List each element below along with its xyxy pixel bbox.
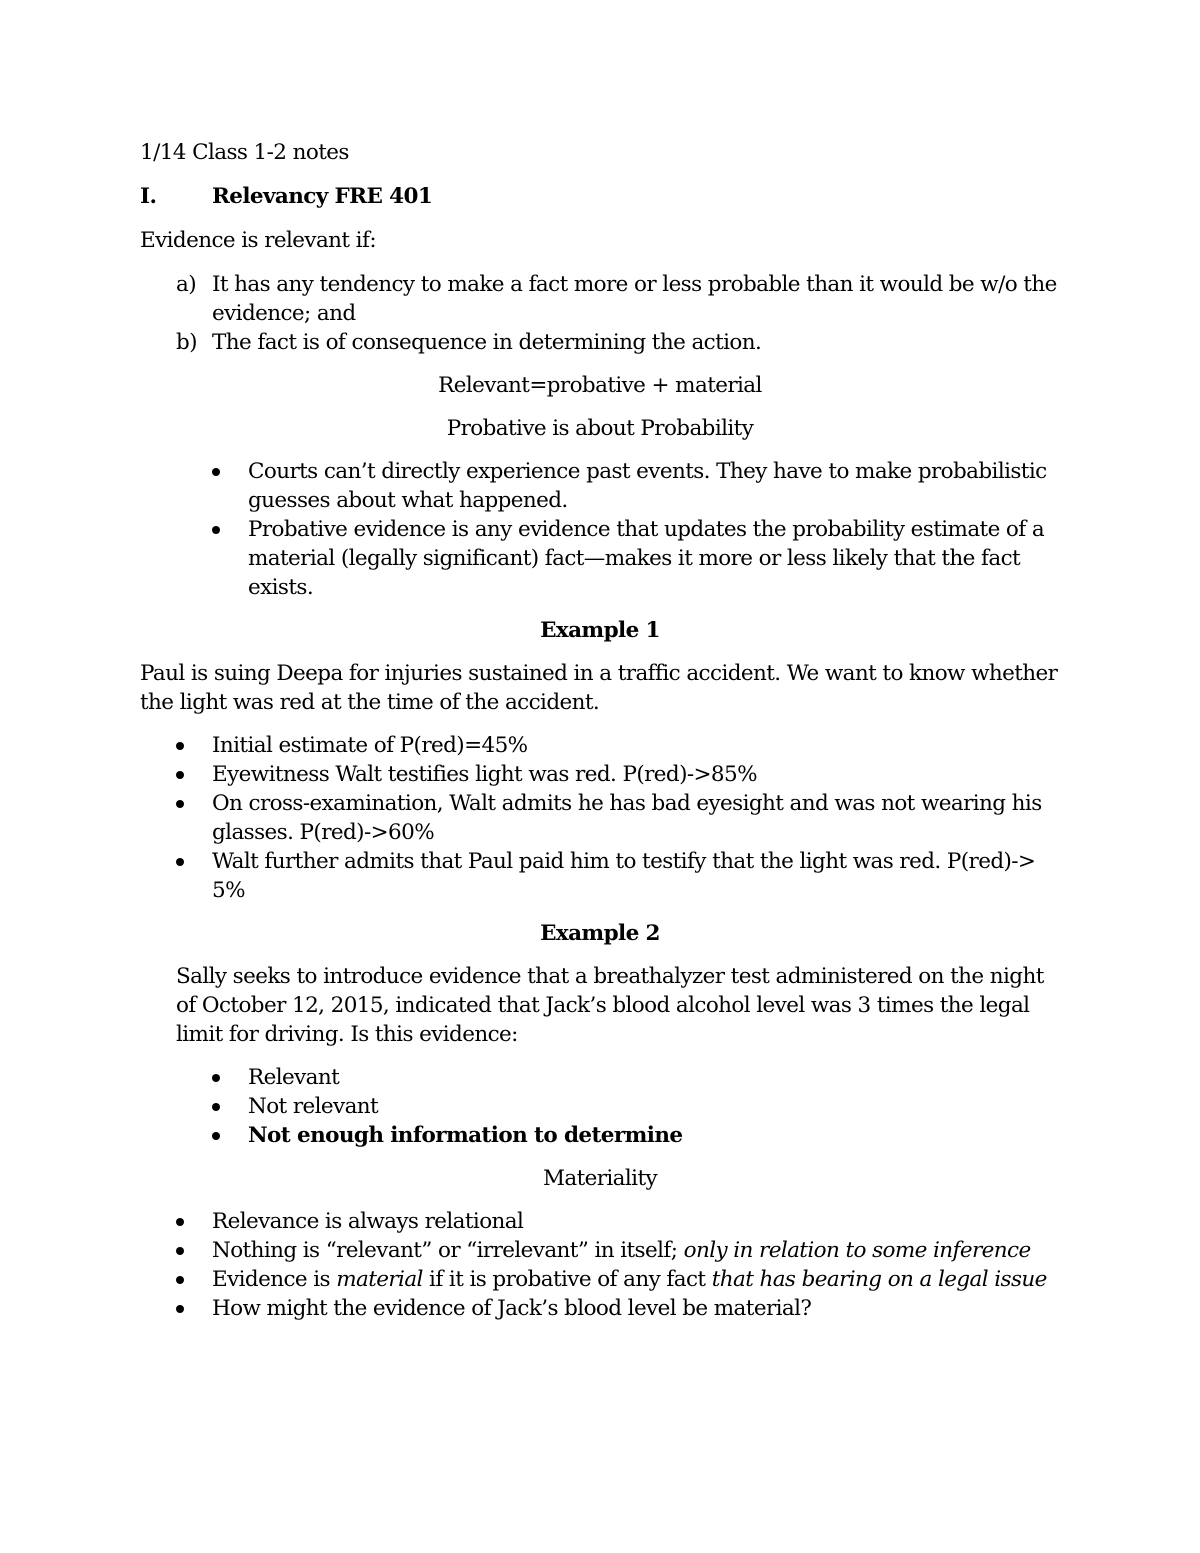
criteria-item	[140, 270, 1060, 328]
list-item	[140, 1207, 1060, 1236]
example2-text: Sally seeks to introduce evidence that a breathalyzer test administered on the night of October 12, 2015, indicated that Jack’s blood alcohol level was 3 times the legal limit for driving. Is this evidence:	[176, 964, 1044, 1047]
list-item	[140, 1236, 1060, 1265]
list-item-text: How might the evidence of Jack’s blood level be material?	[212, 1296, 812, 1321]
example1-title: Example 1	[540, 618, 660, 643]
section-heading	[140, 182, 1060, 211]
probative-heading: Probative is about Probability	[446, 416, 754, 441]
italic-run: only in relation to some inference	[683, 1238, 1031, 1263]
section-title: Relevancy FRE 401	[212, 184, 433, 209]
criteria-text: It has any tendency to make a fact more or less probable than it would be w/o the evidence; and	[212, 272, 1057, 326]
criteria-item	[140, 328, 1060, 357]
list-item	[140, 847, 1060, 905]
probative-list	[140, 457, 1060, 602]
bullet-icon	[140, 731, 212, 760]
italic-run: material	[336, 1267, 423, 1292]
list-item	[140, 1294, 1060, 1323]
section-number: I.	[140, 184, 157, 209]
example2-options	[140, 1063, 1060, 1150]
list-item	[140, 789, 1060, 847]
date-line: 1/14 Class 1-2 notes	[140, 140, 349, 165]
list-item-text: Relevance is always relational	[212, 1209, 524, 1234]
bullet-icon	[140, 1265, 212, 1294]
list-item	[140, 515, 1060, 602]
bullet-icon	[140, 1236, 212, 1265]
bullet-icon	[140, 457, 248, 515]
text-run: if it is probative of any fact	[422, 1267, 712, 1292]
list-item-text: Courts can’t directly experience past events. They have to make probabilistic guesses about what happened.	[248, 459, 1047, 513]
list-item-text: Not enough information to determine	[248, 1123, 683, 1148]
list-item-text: Relevant	[248, 1065, 340, 1090]
criteria-marker: b)	[176, 330, 197, 355]
list-item-text: Probative evidence is any evidence that updates the probability estimate of a material (legally significant) fact—makes it more or less likely that the fact exists.	[248, 517, 1045, 600]
example1-text: Paul is suing Deepa for injuries sustained in a traffic accident. We want to know whether the light was red at the time of the accident.	[140, 661, 1058, 715]
formula-line: Relevant=probative + material	[438, 373, 762, 398]
list-item	[140, 731, 1060, 760]
list-item	[140, 1092, 1060, 1121]
example2-title: Example 2	[540, 921, 660, 946]
list-item-text: Eyewitness Walt testifies light was red. P(red)->85%	[212, 762, 757, 787]
bullet-icon	[140, 1294, 212, 1323]
criteria-marker: a)	[176, 272, 197, 297]
list-item-text: Walt further admits that Paul paid him to testify that the light was red. P(red)-> 5%	[212, 849, 1036, 903]
list-item	[140, 1121, 1060, 1150]
list-item	[140, 1265, 1060, 1294]
bullet-icon	[140, 1207, 212, 1236]
criteria-list	[140, 270, 1060, 357]
list-item-text: On cross-examination, Walt admits he has bad eyesight and was not wearing his glasses. P(red)->60%	[212, 791, 1042, 845]
document-page	[140, 138, 1060, 1323]
bullet-icon	[140, 1063, 248, 1092]
bullet-icon	[140, 847, 212, 905]
list-item-text	[212, 1265, 1047, 1294]
bullet-icon	[140, 760, 212, 789]
italic-run: that has bearing on a legal issue	[711, 1267, 1047, 1292]
example1-list	[140, 731, 1060, 905]
list-item-text: Not relevant	[248, 1094, 379, 1119]
bullet-icon	[140, 1092, 248, 1121]
materiality-heading: Materiality	[542, 1166, 658, 1191]
bullet-icon	[140, 1121, 248, 1150]
list-item	[140, 1063, 1060, 1092]
list-item-text: Initial estimate of P(red)=45%	[212, 733, 528, 758]
list-item-text	[212, 1236, 1031, 1265]
bullet-icon	[140, 789, 212, 847]
intro-text: Evidence is relevant if:	[140, 228, 376, 253]
text-run: Nothing is “relevant” or “irrelevant” in itself;	[212, 1238, 684, 1263]
materiality-list	[140, 1207, 1060, 1323]
list-item	[140, 457, 1060, 515]
bullet-icon	[140, 515, 248, 602]
criteria-text: The fact is of consequence in determining the action.	[212, 330, 762, 355]
list-item	[140, 760, 1060, 789]
text-run: Evidence is	[212, 1267, 337, 1292]
